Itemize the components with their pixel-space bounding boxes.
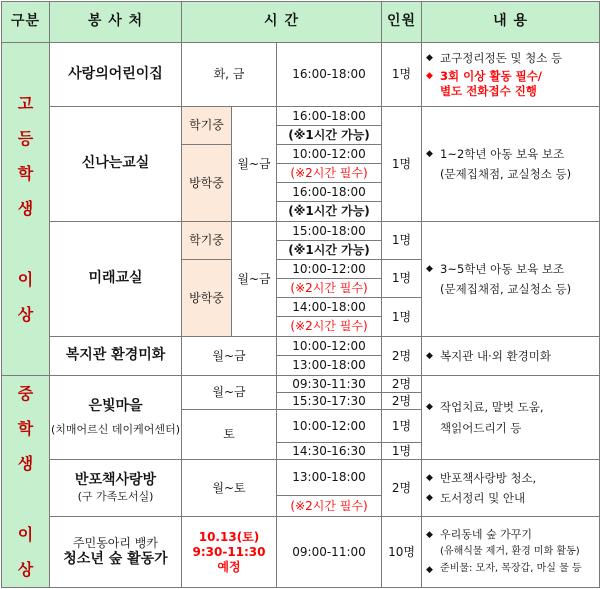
time: 10:00-12:00 xyxy=(277,337,382,356)
content: ◆ 반포책사랑방 청소, ◆ 도서정리 및 안내 xyxy=(422,460,600,517)
people: 1명 xyxy=(382,260,422,298)
time: 10:00-12:00 xyxy=(277,410,382,443)
days: 월~금 xyxy=(182,337,277,376)
time-note: (※1시간 가능) xyxy=(277,202,382,222)
days: 화, 금 xyxy=(182,43,277,107)
time-note: (※2시간 필수) xyxy=(277,164,382,183)
time-note: (※1시간 가능) xyxy=(277,241,382,260)
category-middle-school: 중 학 생 이 상 xyxy=(2,376,50,588)
days: 월~금 xyxy=(232,222,277,337)
days: 월~금 xyxy=(182,376,277,410)
people: 10명 xyxy=(382,517,422,588)
place-name: 미래교실 xyxy=(50,222,182,337)
people: 2명 xyxy=(382,393,422,410)
header-place: 봉 사 처 xyxy=(50,2,182,43)
days: 월~토 xyxy=(182,460,277,517)
time-note: (※2시간 필수) xyxy=(277,279,382,298)
time: 15:00-18:00 xyxy=(277,222,382,241)
people: 1명 xyxy=(382,107,422,222)
time: 09:30-11:30 xyxy=(277,376,382,393)
header-people: 인원 xyxy=(382,2,422,43)
people: 1명 xyxy=(382,222,422,260)
time-note: (※2시간 필수) xyxy=(277,317,382,337)
time-note: (※1시간 가능) xyxy=(277,126,382,145)
people: 1명 xyxy=(382,410,422,443)
place-name: 주민동아리 뱅카 청소년 숲 활동가 xyxy=(50,517,182,588)
people: 1명 xyxy=(382,298,422,337)
days: 토 xyxy=(182,410,277,460)
time: 14:00-18:00 xyxy=(277,298,382,317)
header-category: 구분 xyxy=(2,2,50,43)
time: 13:00-18:00 xyxy=(277,356,382,376)
content: ◆ 작업치료, 말벗 도움, 책읽어드리기 등 xyxy=(422,376,600,460)
place-name: 반포책사랑방 (구 가족도서실) xyxy=(50,460,182,517)
content: ◆ 복지관 내·외 환경미화 xyxy=(422,337,600,376)
term-label: 학기중 xyxy=(182,107,232,145)
time: 16:00-18:00 xyxy=(277,43,382,107)
place-name: 신나는교실 xyxy=(50,107,182,222)
header-time: 시 간 xyxy=(182,2,382,43)
time: 10:00-12:00 xyxy=(277,145,382,164)
time: 09:00-11:00 xyxy=(277,517,382,588)
days: 월~금 xyxy=(232,107,277,222)
content: ◆ 3~5학년 아동 보육 보조 (문제집채점, 교실청소 등) xyxy=(422,222,600,337)
people: 2명 xyxy=(382,460,422,517)
time: 15:30-17:30 xyxy=(277,393,382,410)
content: ◆ 1~2학년 아동 보육 보조 (문제집채점, 교실청소 등) xyxy=(422,107,600,222)
vacation-label: 방학중 xyxy=(182,260,232,337)
people: 1명 xyxy=(382,443,422,460)
people: 2명 xyxy=(382,337,422,376)
place-name: 사랑의어린이집 xyxy=(50,43,182,107)
content: ◆ 우리동네 숲 가꾸기 (유해식물 제거, 환경 미화 활동) ◆ 준비물: 모자, 목장갑, 마실 물 등 xyxy=(422,517,600,588)
time-note: (※2시간 필수) xyxy=(277,496,382,517)
event-date: 10.13(토) 9:30-11:30 예정 xyxy=(182,517,277,588)
time: 14:30-16:30 xyxy=(277,443,382,460)
volunteer-schedule-table xyxy=(1,1,600,588)
content: ◆ 교구정리정돈 및 청소 등 ◆ 3회 이상 활동 필수/ 별도 전화접수 진행 xyxy=(422,43,600,107)
time: 16:00-18:00 xyxy=(277,107,382,126)
time: 10:00-12:00 xyxy=(277,260,382,279)
time: 16:00-18:00 xyxy=(277,183,382,202)
place-name: 은빛마을 (치매어르신 데이케어센터) xyxy=(50,376,182,460)
vacation-label: 방학중 xyxy=(182,145,232,222)
people: 2명 xyxy=(382,376,422,393)
header-content: 내 용 xyxy=(422,2,600,43)
place-name: 복지관 환경미화 xyxy=(50,337,182,376)
term-label: 학기중 xyxy=(182,222,232,260)
category-high-school: 고 등 학 생 이 상 xyxy=(2,43,50,376)
people: 1명 xyxy=(382,43,422,107)
time: 13:00-18:00 xyxy=(277,460,382,496)
